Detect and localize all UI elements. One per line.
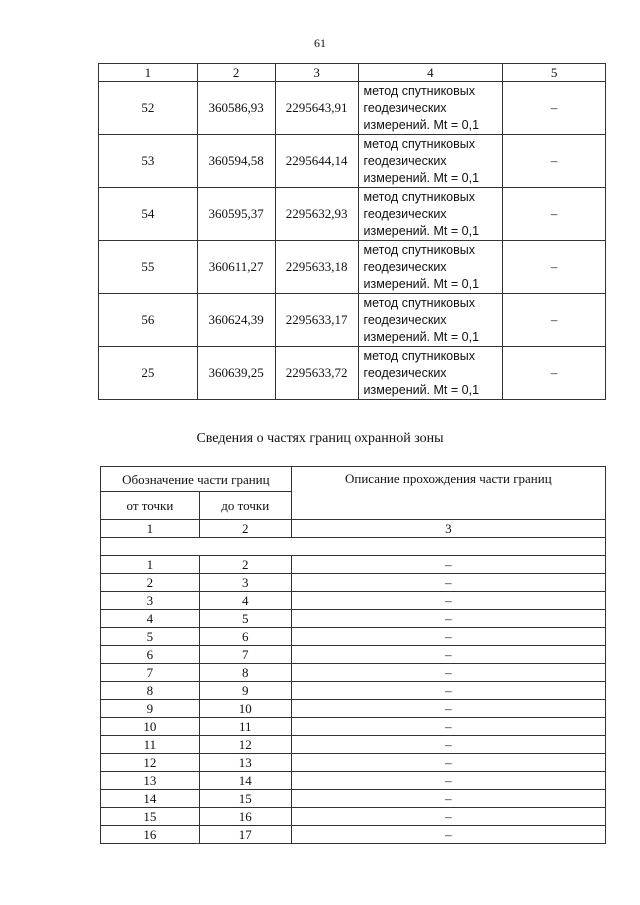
description-cell: – <box>291 718 605 736</box>
method-cell <box>358 347 503 400</box>
coordinates-table <box>98 63 606 400</box>
note-cell: – <box>503 241 606 294</box>
method-line: метод спутниковых <box>363 189 476 204</box>
table-row <box>101 664 606 682</box>
parts-column-numbers <box>101 520 606 538</box>
description-cell: – <box>291 826 605 844</box>
table-row <box>99 241 606 294</box>
method-line: измерений. Mt = 0,1 <box>363 117 480 132</box>
from-point-cell: 11 <box>101 736 200 754</box>
to-point-cell: 6 <box>199 628 291 646</box>
from-point-cell: 2 <box>101 574 200 592</box>
table-row <box>101 610 606 628</box>
y-coordinate-cell: 2295643,91 <box>275 82 358 135</box>
table-row <box>101 574 606 592</box>
y-coordinate-cell: 2295644,14 <box>275 135 358 188</box>
description-cell: – <box>291 736 605 754</box>
point-number-cell: 54 <box>99 188 198 241</box>
from-point-cell: 8 <box>101 682 200 700</box>
y-coordinate-cell: 2295633,72 <box>275 347 358 400</box>
boundary-parts-table <box>100 466 606 844</box>
method-line: геодезических <box>363 153 447 168</box>
description-cell: – <box>291 556 605 574</box>
to-point-cell: 14 <box>199 772 291 790</box>
description-cell: – <box>291 808 605 826</box>
description-cell: – <box>291 754 605 772</box>
method-line: геодезических <box>363 206 447 221</box>
column-number: 2 <box>199 520 291 538</box>
to-point-cell: 13 <box>199 754 291 772</box>
table-row <box>101 754 606 772</box>
to-point-cell: 4 <box>199 592 291 610</box>
column-number: 4 <box>358 64 503 82</box>
method-line: геодезических <box>363 312 447 327</box>
to-point-header: до точки <box>199 492 291 520</box>
point-number-cell: 52 <box>99 82 198 135</box>
description-cell: – <box>291 700 605 718</box>
description-cell: – <box>291 646 605 664</box>
method-cell <box>358 294 503 347</box>
description-cell: – <box>291 772 605 790</box>
from-point-cell: 13 <box>101 772 200 790</box>
note-cell: – <box>503 294 606 347</box>
description-cell: – <box>291 790 605 808</box>
coordinates-table-body <box>99 82 606 400</box>
page-number: 61 <box>314 36 326 50</box>
from-point-cell: 4 <box>101 610 200 628</box>
table-row <box>101 736 606 754</box>
description-cell: – <box>291 628 605 646</box>
y-coordinate-cell: 2295633,18 <box>275 241 358 294</box>
table-row <box>99 82 606 135</box>
column-number: 1 <box>101 520 200 538</box>
x-coordinate-cell: 360639,25 <box>197 347 275 400</box>
x-coordinate-cell: 360586,93 <box>197 82 275 135</box>
column-number: 3 <box>275 64 358 82</box>
method-line: метод спутниковых <box>363 242 476 257</box>
from-point-cell: 9 <box>101 700 200 718</box>
method-line: метод спутниковых <box>363 136 476 151</box>
from-point-cell: 10 <box>101 718 200 736</box>
from-point-cell: 12 <box>101 754 200 772</box>
table-row <box>101 628 606 646</box>
point-number-cell: 55 <box>99 241 198 294</box>
method-line: геодезических <box>363 100 447 115</box>
method-line: геодезических <box>363 259 447 274</box>
from-point-cell: 14 <box>101 790 200 808</box>
to-point-cell: 11 <box>199 718 291 736</box>
to-point-cell: 2 <box>199 556 291 574</box>
table-row <box>101 682 606 700</box>
method-line: измерений. Mt = 0,1 <box>363 170 480 185</box>
point-number-cell: 25 <box>99 347 198 400</box>
method-cell <box>358 135 503 188</box>
method-line: метод спутниковых <box>363 83 476 98</box>
from-point-cell: 6 <box>101 646 200 664</box>
method-line: метод спутниковых <box>363 295 476 310</box>
from-point-cell: 5 <box>101 628 200 646</box>
x-coordinate-cell: 360595,37 <box>197 188 275 241</box>
from-point-cell: 3 <box>101 592 200 610</box>
column-number: 3 <box>291 520 605 538</box>
point-number-cell: 56 <box>99 294 198 347</box>
coordinates-column-numbers <box>99 64 606 82</box>
method-line: метод спутниковых <box>363 348 476 363</box>
to-point-cell: 5 <box>199 610 291 628</box>
table-row <box>101 808 606 826</box>
column-number: 1 <box>99 64 198 82</box>
blank-row <box>101 538 606 556</box>
section-title: Сведения о частях границ охранной зоны <box>196 431 444 446</box>
table-row <box>101 556 606 574</box>
table-row <box>101 826 606 844</box>
to-point-cell: 15 <box>199 790 291 808</box>
to-point-cell: 9 <box>199 682 291 700</box>
to-point-cell: 17 <box>199 826 291 844</box>
description-cell: – <box>291 664 605 682</box>
note-cell: – <box>503 82 606 135</box>
description-cell: – <box>291 610 605 628</box>
y-coordinate-cell: 2295633,17 <box>275 294 358 347</box>
x-coordinate-cell: 360624,39 <box>197 294 275 347</box>
to-point-cell: 8 <box>199 664 291 682</box>
description-header: Описание прохождения части границ <box>291 467 605 520</box>
table-row <box>101 592 606 610</box>
to-point-cell: 3 <box>199 574 291 592</box>
x-coordinate-cell: 360594,58 <box>197 135 275 188</box>
column-number: 5 <box>503 64 606 82</box>
from-point-cell: 16 <box>101 826 200 844</box>
table-row <box>99 294 606 347</box>
table-row <box>99 188 606 241</box>
note-cell: – <box>503 188 606 241</box>
description-cell: – <box>291 592 605 610</box>
table-row <box>101 772 606 790</box>
from-point-header: от точки <box>101 492 200 520</box>
designation-header: Обозначение части границ <box>101 467 292 492</box>
x-coordinate-cell: 360611,27 <box>197 241 275 294</box>
description-cell: – <box>291 682 605 700</box>
to-point-cell: 12 <box>199 736 291 754</box>
from-point-cell: 15 <box>101 808 200 826</box>
method-cell <box>358 188 503 241</box>
description-cell: – <box>291 574 605 592</box>
to-point-cell: 16 <box>199 808 291 826</box>
table-row <box>101 646 606 664</box>
from-point-cell: 7 <box>101 664 200 682</box>
note-cell: – <box>503 347 606 400</box>
to-point-cell: 10 <box>199 700 291 718</box>
table-row <box>99 347 606 400</box>
boundary-parts-table-body <box>101 556 606 844</box>
y-coordinate-cell: 2295632,93 <box>275 188 358 241</box>
method-cell <box>358 82 503 135</box>
blank-cell <box>101 538 606 556</box>
to-point-cell: 7 <box>199 646 291 664</box>
table-row <box>101 718 606 736</box>
table-row <box>101 790 606 808</box>
from-point-cell: 1 <box>101 556 200 574</box>
note-cell: – <box>503 135 606 188</box>
point-number-cell: 53 <box>99 135 198 188</box>
table-row <box>99 135 606 188</box>
column-number: 2 <box>197 64 275 82</box>
method-cell <box>358 241 503 294</box>
method-line: измерений. Mt = 0,1 <box>363 329 480 344</box>
method-line: геодезических <box>363 365 447 380</box>
method-line: измерений. Mt = 0,1 <box>363 382 480 397</box>
table-row <box>101 700 606 718</box>
method-line: измерений. Mt = 0,1 <box>363 223 480 238</box>
method-line: измерений. Mt = 0,1 <box>363 276 480 291</box>
